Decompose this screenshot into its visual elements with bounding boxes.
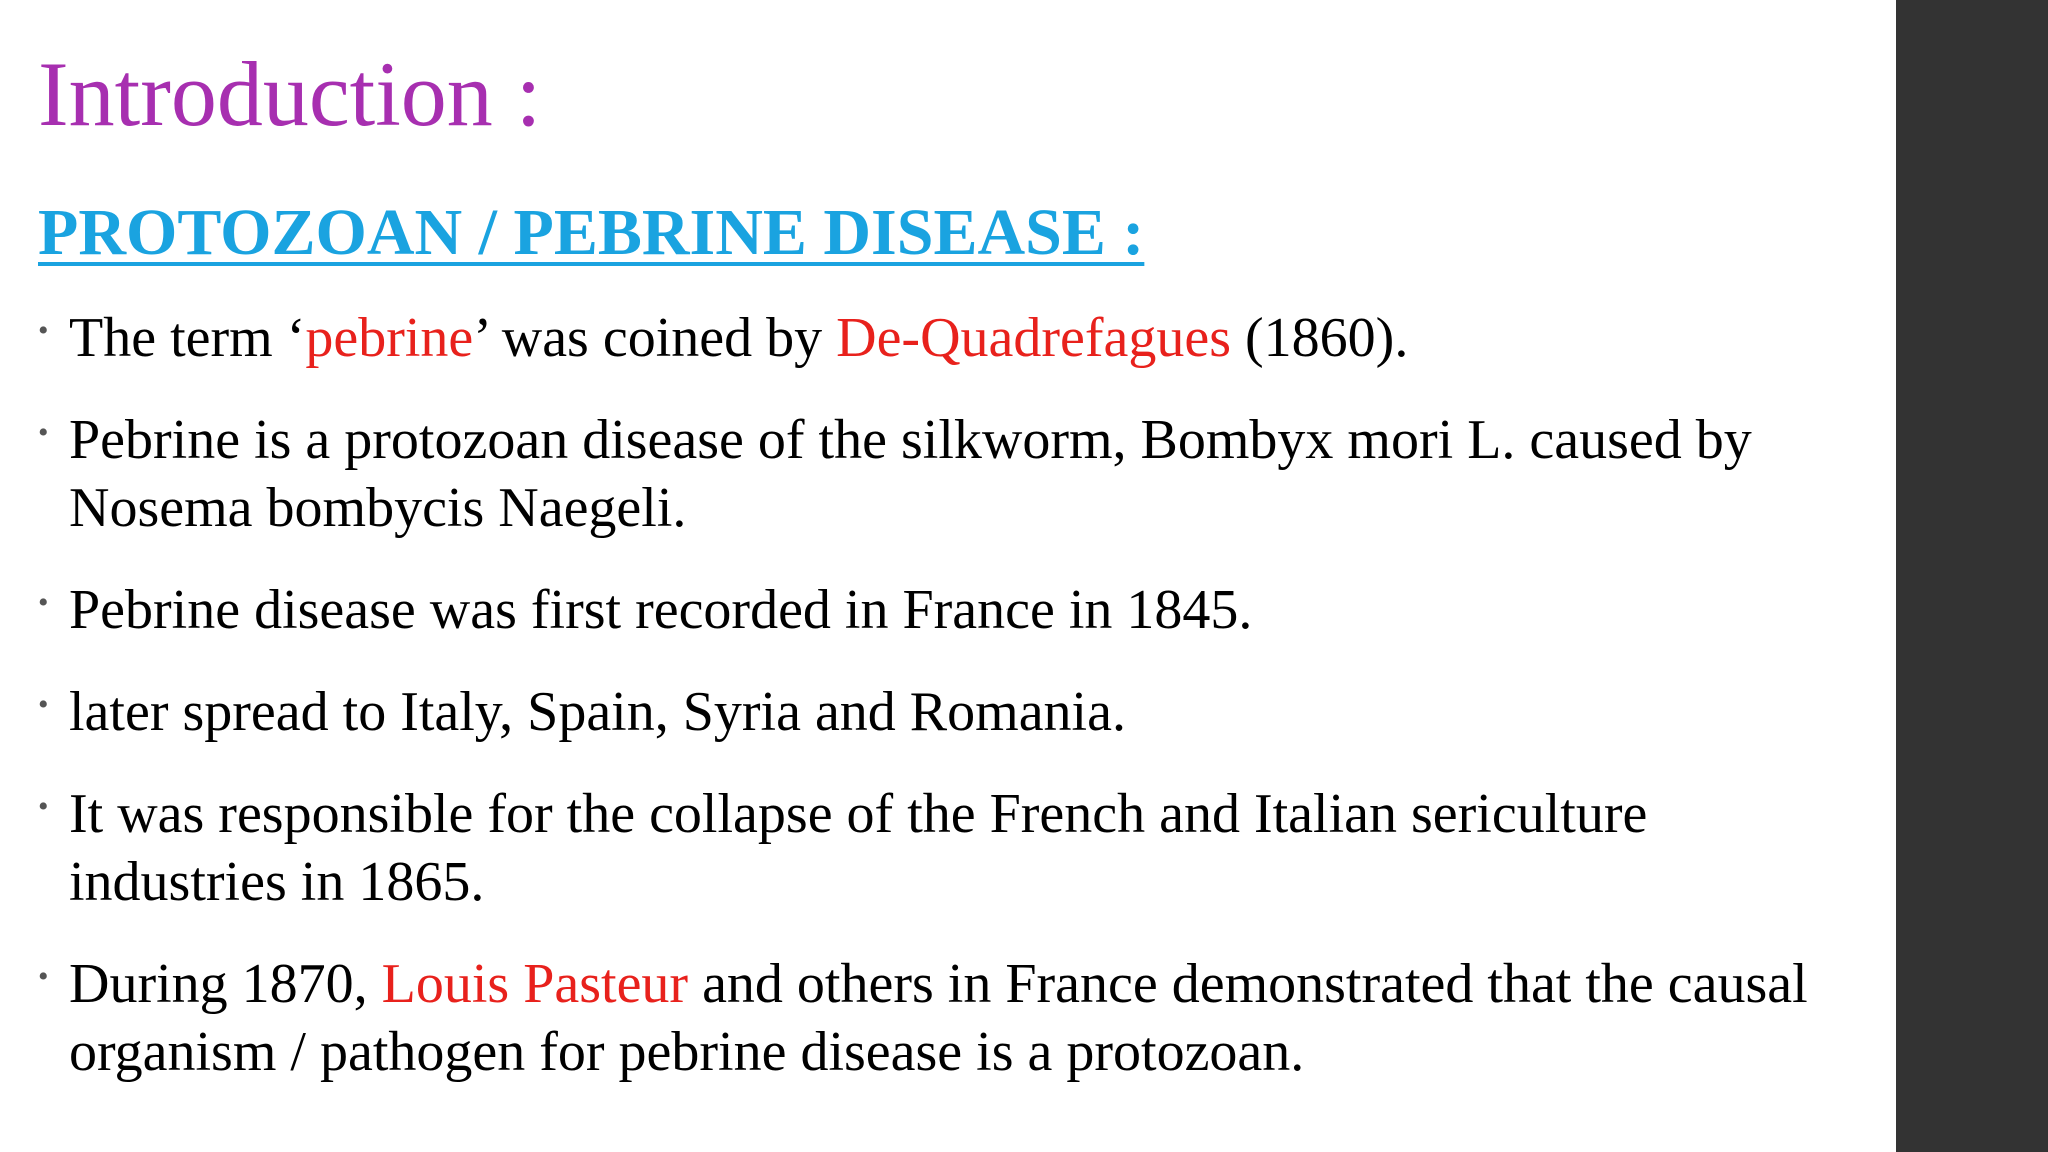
bullet-icon: •: [38, 688, 49, 721]
bullet-icon: •: [38, 314, 49, 347]
bullet-text: ’ was coined by: [473, 307, 837, 369]
bullet-icon: •: [38, 416, 49, 449]
bullet-text: (1860).: [1231, 307, 1409, 369]
highlight-de-quadrefagues: De-Quadrefagues: [836, 307, 1232, 369]
bullet-text: During 1870,: [69, 953, 382, 1015]
bullet-icon: •: [38, 960, 49, 993]
highlight-pebrine: pebrine: [305, 307, 474, 369]
bullet-item-term-origin: [38, 304, 1858, 372]
highlight-louis-pasteur: Louis Pasteur: [381, 953, 689, 1015]
bullet-text: Pebrine is a protozoan disease of the silkworm, Bombyx mori L. caused by Nosema bombycis Naegeli.: [69, 409, 1752, 539]
slide-subtitle: PROTOZOAN / PEBRINE DISEASE :: [38, 196, 1145, 269]
bullet-item-spread: [38, 678, 1858, 746]
bullet-list: [38, 304, 1858, 1120]
slide-title: Introduction :: [38, 43, 542, 145]
bullet-icon: •: [38, 790, 49, 823]
bullet-text: Pebrine disease was first recorded in France in 1845.: [69, 579, 1253, 641]
bullet-item-pasteur: [38, 950, 1858, 1086]
bullet-text: later spread to Italy, Spain, Syria and Romania.: [69, 681, 1126, 743]
bullet-text: The term ‘: [69, 307, 306, 369]
bullet-item-first-record: [38, 576, 1858, 644]
side-bar: [1896, 0, 2048, 1152]
bullet-text: It was responsible for the collapse of the French and Italian sericulture industries in 1865.: [69, 783, 1648, 913]
bullet-text: and others in France demonstrated that the causal organism / pathogen for pebrine disease is a protozoan.: [69, 953, 1808, 1083]
bullet-icon: •: [38, 586, 49, 619]
bullet-item-collapse: [38, 780, 1858, 916]
bullet-item-definition: [38, 406, 1858, 542]
